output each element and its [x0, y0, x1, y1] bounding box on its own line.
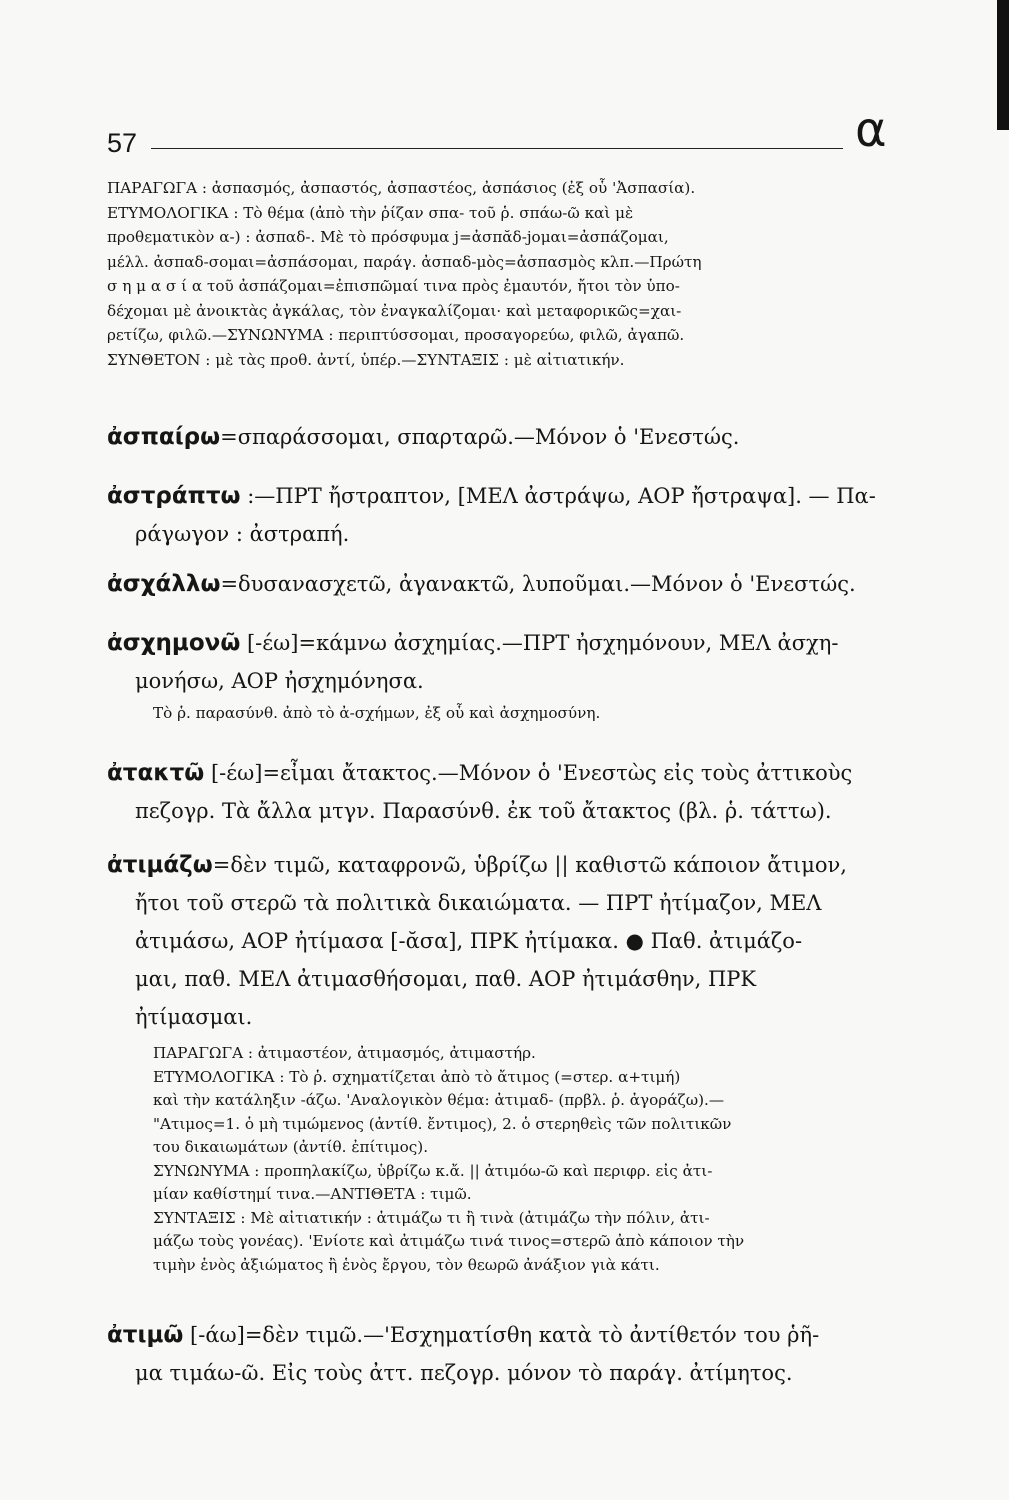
note-line: σ η μ α σ ί α τοῦ ἀσπάζομαι=ἐπισπῶμαί τινα πρὸς ἐμαυτόν, ἤτοι τὸν ὑπο- [107, 277, 680, 295]
entry-text: πεζογρ. Τὰ ἄλλα μτγν. Παρασύνθ. ἐκ τοῦ ἄτακτος (βλ. ῥ. τάττω). [135, 799, 832, 823]
note-line: τιμὴν ἑνὸς ἀξιώματος ἢ ἑνὸς ἔργου, τὸν θεωρῶ ἀνάξιον γιὰ κάτι. [153, 1255, 660, 1274]
entry-text: [-άω]=δὲν τιμῶ.—'Εσχηματίσθη κατὰ τὸ ἀντίθετόν του ῥῆ- [183, 1323, 820, 1347]
note-line: μίαν καθίστημί τινα.—ΑΝΤΙΘΕΤΑ : τιμῶ. [153, 1185, 472, 1203]
note-line: ΣΥΝΤΑΞΙΣ : Μὲ αἰτιατικήν : ἀτιμάζω τι ἢ τινὰ (ἀτιμάζω τὴν πόλιν, ἀτι- [153, 1208, 710, 1227]
entry-text: μαι, παθ. ΜΕΛ ἀτιμασθήσομαι, παθ. ΑΟΡ ἠτιμάσθην, ΠΡΚ [135, 967, 757, 991]
entry-text: ἠτίμασμαι. [135, 1005, 253, 1029]
entry-note [107, 702, 897, 726]
entry-lemma: ἀτακτῶ [107, 760, 205, 786]
entry-text: =δὲν τιμῶ, καταφρονῶ, ὑβρίζω || καθιστῶ κάποιον ἄτιμον, [212, 853, 847, 877]
entry-lemma: ἀστράπτω [107, 483, 241, 509]
note-line: ΣΥΝΘΕΤΟΝ : μὲ τὰς προθ. ἀντί, ὑπέρ.—ΣΥΝΤΑΞΙΣ : μὲ αἰτιατικήν. [107, 350, 625, 369]
note-line: ΠΑΡΑΓΩΓΑ : ἀσπασμός, ἀσπαστός, ἀσπαστέος, ἀσπάσιος (ἐξ οὗ 'Ἀσπασία). [107, 179, 696, 197]
page-header [107, 102, 895, 162]
entry-aschallo [107, 565, 897, 603]
note-line: του δικαιωμάτων (ἀντίθ. ἐπίτιμος). [153, 1138, 429, 1156]
entry-atakto [107, 754, 897, 830]
note-line: ρετίζω, φιλῶ.—ΣΥΝΩΝΥΜΑ : περιπτύσσομαι, προσαγορεύω, φιλῶ, ἀγαπῶ. [107, 326, 685, 344]
entry-lemma: ἀσχημονῶ [107, 630, 241, 656]
note-line: ΣΥΝΩΝΥΜΑ : προπηλακίζω, ὑβρίζω κ.ἄ. || ἀτιμόω-ῶ καὶ περιφρ. εἰς ἀτι- [153, 1161, 713, 1180]
entry-text: [-έω]=εἶμαι ἄτακτος.—Μόνον ὁ 'Ενεστὼς εἰς τοὺς ἀττικοὺς [204, 761, 853, 785]
entry-text: =δυσανασχετῶ, ἀγανακτῶ, λυποῦμαι.—Μόνον ὁ 'Ενεστώς. [220, 572, 856, 596]
note-line: προθεματικὸν α-) : ἀσπαδ-. Μὲ τὸ πρόσφυμα j=ἀσπᾰδ-jομαι=ἀσπάζομαι, [107, 228, 669, 246]
note-line: μάζω τοὺς γονέας). 'Ενίοτε καὶ ἀτιμάζω τινά τινος=στερῶ ἀπὸ κάποιον τὴν [153, 1232, 745, 1250]
note-line: ΠΑΡΑΓΩΓΑ : ἀτιμαστέον, ἀτιμασμός, ἀτιμαστήρ. [153, 1044, 536, 1062]
section-letter: α [855, 102, 887, 158]
entry-lemma: ἀσχάλλω [107, 571, 221, 597]
note-line: δέχομαι μὲ ἀνοικτὰς ἀγκάλας, τὸν ἐναγκαλίζομαι· καὶ μεταφορικῶς=χαι- [107, 301, 682, 320]
entry-aspairo [107, 418, 897, 456]
entry-text: ράγωγον : ἀστραπή. [135, 522, 350, 546]
entry-atimazo [107, 846, 897, 1277]
entry-notes [107, 1042, 897, 1277]
entry-text: μα τιμάω-ῶ. Εἰς τοὺς ἀττ. πεζογρ. μόνον τὸ παράγ. ἀτίμητος. [135, 1361, 793, 1385]
entry-lemma: ἀσπαίρω [107, 424, 221, 450]
entry-text: [-έω]=κάμνω ἀσχημίας.—ΠΡΤ ἠσχημόνουν, ΜΕΛ ἀσχη- [240, 631, 839, 655]
note-line: ΕΤΥΜΟΛΟΓΙΚΑ : Τὸ ῥ. σχηματίζεται ἀπὸ τὸ ἄτιμος (=στερ. α+τιμή) [153, 1067, 681, 1086]
entry-text: ἤτοι τοῦ στερῶ τὰ πολιτικὰ δικαιώματα. — ΠΡΤ ἠτίμαζον, ΜΕΛ [135, 891, 822, 915]
entry-text: :—ΠΡΤ ἤστραπτον, [ΜΕΛ ἀστράψω, ΑΟΡ ἤστραψα]. — Πα- [240, 484, 876, 508]
entry-aschemono [107, 624, 897, 726]
entry-text: ἀτιμάσω, ΑΟΡ ἠτίμασα [-ᾰσα], ΠΡΚ ἠτίμακα. ● Παθ. ἀτιμάζο- [135, 929, 803, 953]
note-line: ΕΤΥΜΟΛΟΓΙΚΑ : Τὸ θέμα (ἀπὸ τὴν ῥίζαν σπα- τοῦ ῥ. σπάω-ῶ καὶ μὲ [107, 203, 634, 222]
entry-atimo [107, 1316, 897, 1392]
entry-text: μονήσω, ΑΟΡ ἠσχημόνησα. [135, 669, 424, 693]
note-line: Τὸ ῥ. παρασύνθ. ἀπὸ τὸ ἀ-σχήμων, ἐξ οὗ καὶ ἀσχημοσύνη. [153, 704, 601, 722]
note-line: μέλλ. ἀσπαδ-σομαι=ἀσπάσομαι, παράγ. ἀσπαδ-μὸς=ἀσπασμὸς κλπ.—Πρώτη [107, 252, 702, 271]
entry-text: =σπαράσσομαι, σπαρταρῶ.—Μόνον ὁ 'Ενεστώς. [220, 425, 740, 449]
entry-astrapto [107, 477, 897, 553]
intro-notes-block [107, 176, 897, 372]
note-line: "Ατιμος=1. ὁ μὴ τιμώμενος (ἀντίθ. ἔντιμος), 2. ὁ στερηθεὶς τῶν πολιτικῶν [153, 1114, 732, 1133]
header-rule [151, 148, 843, 149]
entry-lemma: ἀτιμῶ [107, 1322, 184, 1348]
entry-lemma: ἀτιμάζω [107, 852, 213, 878]
page-number: 57 [107, 128, 138, 158]
scan-edge-mark [997, 0, 1009, 130]
note-line: καὶ τὴν κατάληξιν -άζω. 'Αναλογικὸν θέμα: ἀτιμαδ- (πρβλ. ῥ. ἀγοράζω).— [153, 1091, 725, 1109]
